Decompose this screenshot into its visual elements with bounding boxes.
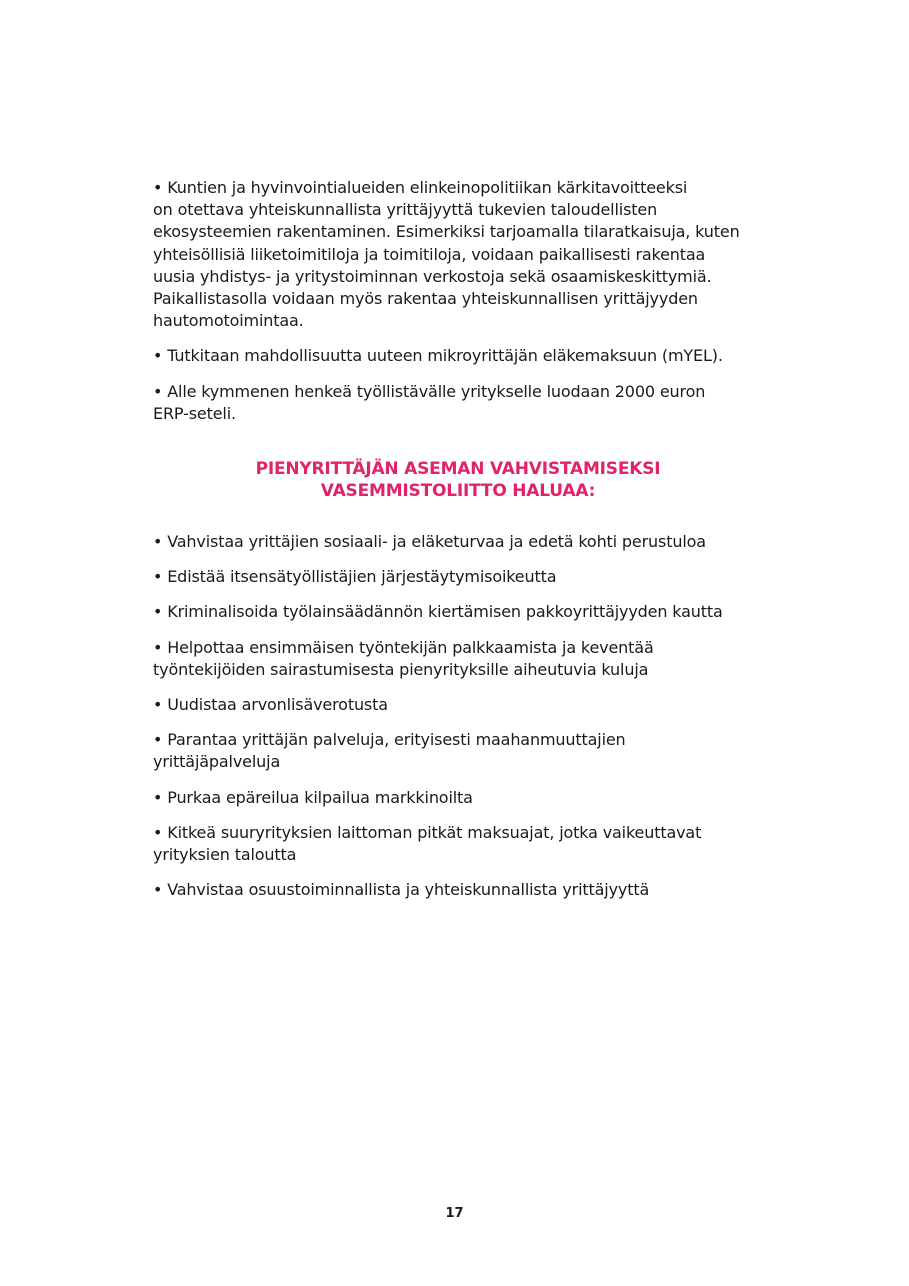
section-heading: PIENYRITTÄJÄN ASEMAN VAHVISTAMISEKSI VASEMMISTOLIITTO HALUAA:	[255, 459, 661, 502]
intro-paragraph: • Tutkitaan mahdollisuutta uuteen mikroyrittäjän eläkemaksuun (mYEL).	[153, 346, 723, 366]
list-item: • Purkaa epäreilua kilpailua markkinoilta	[153, 787, 473, 807]
intro-paragraph: • Alle kymmenen henkeä työllistävälle yritykselle luodaan 2000 euron ERP-seteli.	[153, 381, 706, 423]
demands-list	[153, 531, 763, 901]
page-content	[153, 177, 763, 901]
list-item: • Edistää itsensätyöllistäjien järjestäytymisoikeutta	[153, 567, 557, 587]
intro-paragraph: • Kuntien ja hyvinvointialueiden elinkeinopolitiikan kärkitavoitteeksi on otettava yhteiskunnallista yrittäjyyttä tukevien taloudellisten ekosysteemien rakentaminen. Esimerkiksi tarjoamalla tilaratkaisuja, kuten yhteisöllisiä liiketoimitiloja ja toimitiloja, voidaan paikallisesti rakentaa uusia yhdistys- ja yritystoiminnan verkostoja sekä osaamiskeskittymiä. Paikallistasolla voidaan myös rakentaa yhteiskunnallisen yrittäjyyden hautomotoimintaa.	[153, 178, 740, 331]
list-item: • Uudistaa arvonlisäverotusta	[153, 695, 388, 715]
list-item: • Parantaa yrittäjän palveluja, erityisesti maahanmuuttajien yrittäjäpalveluja	[153, 730, 626, 772]
list-item: • Kriminalisoida työlainsäädännön kiertämisen pakkoyrittäjyyden kautta	[153, 602, 723, 622]
list-item: • Helpottaa ensimmäisen työntekijän palkkaamista ja keventää työntekijöiden sairastumisesta pienyrityksille aiheutuvia kuluja	[153, 637, 654, 679]
list-item: • Vahvistaa yrittäjien sosiaali- ja eläketurvaa ja edetä kohti perustuloa	[153, 532, 706, 552]
list-item: • Kitkeä suuryrityksien laittoman pitkät maksuajat, jotka vaikeuttavat yrityksien taloutta	[153, 822, 702, 865]
list-item: • Vahvistaa osuustoiminnallista ja yhteiskunnallista yrittäjyyttä	[153, 880, 650, 900]
page-number: 17	[445, 1206, 464, 1221]
